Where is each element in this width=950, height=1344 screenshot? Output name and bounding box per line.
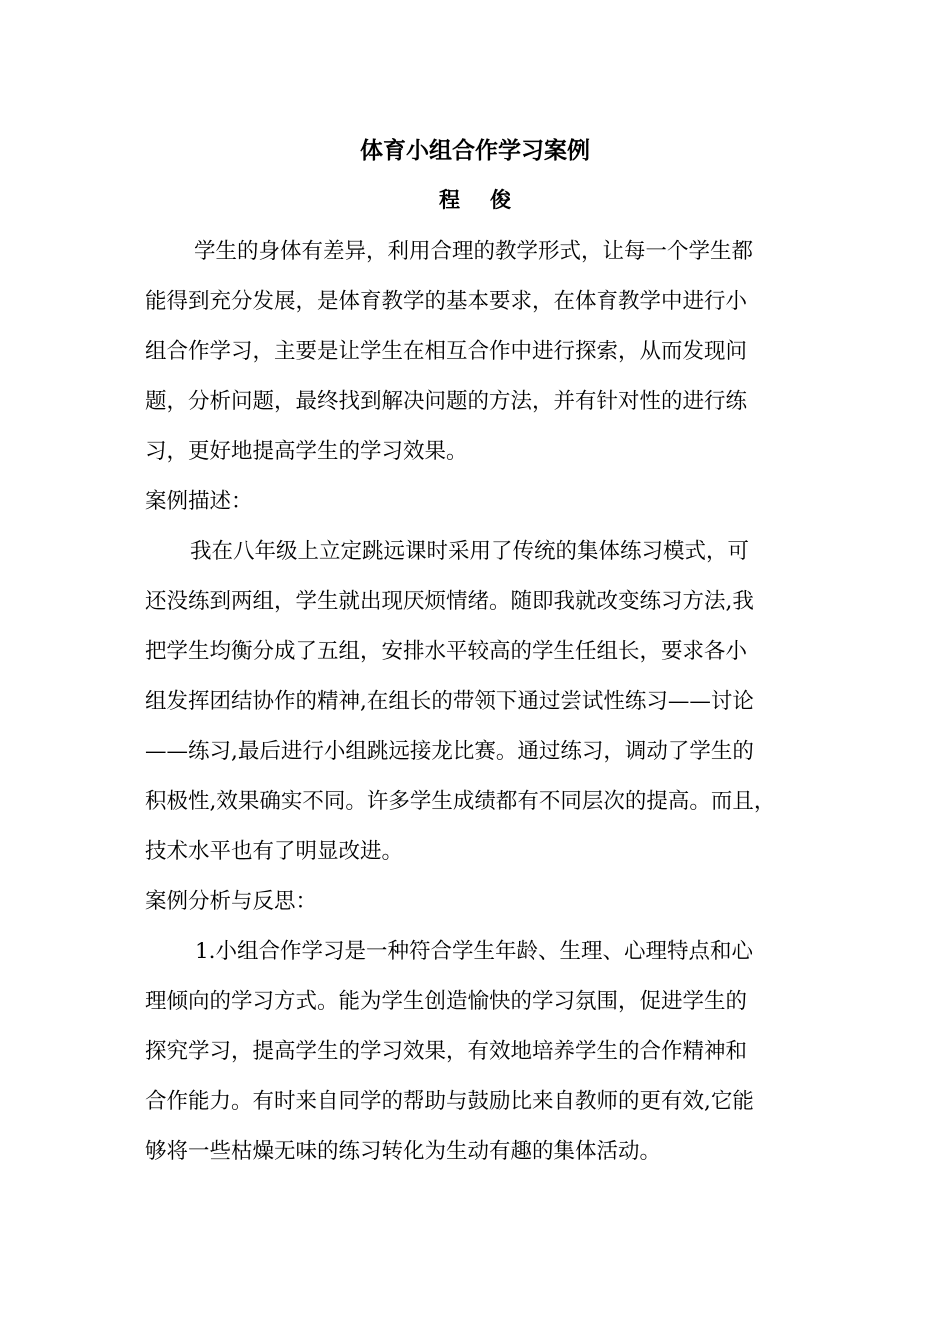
- section-heading-description: 案例描述：: [145, 489, 253, 514]
- document-author: 程俊: [439, 188, 541, 212]
- paragraph-line: 把学生均衡分成了五组，安排水平较高的学生任组长，要求各小: [145, 639, 748, 664]
- paragraph-line: 探究学习，提高学生的学习效果，有效地培养学生的合作精神和: [145, 1039, 748, 1064]
- paragraph-line: ——练习,最后进行小组跳远接龙比赛。通过练习，调动了学生的: [145, 739, 754, 764]
- paragraph-line: 题，分析问题，最终找到解决问题的方法，并有针对性的进行练: [145, 389, 748, 414]
- paragraph-line: 积极性,效果确实不同。许多学生成绩都有不同层次的提高。而且，: [145, 789, 776, 814]
- document-title: 体育小组合作学习案例: [360, 138, 590, 164]
- paragraph-line: 学生的身体有差异，利用合理的教学形式，让每一个学生都: [194, 239, 754, 264]
- paragraph-line: 够将一些枯燥无味的练习转化为生动有趣的集体活动。: [145, 1139, 662, 1164]
- paragraph-line: 我在八年级上立定跳远课时采用了传统的集体练习模式，可: [190, 539, 750, 564]
- paragraph-line: 理倾向的学习方式。能为学生创造愉快的学习氛围，促进学生的: [145, 989, 748, 1014]
- paragraph-line: 习，更好地提高学生的学习效果。: [145, 439, 468, 464]
- paragraph-line: 能得到充分发展，是体育教学的基本要求，在体育教学中进行小: [145, 289, 748, 314]
- paragraph-line: 还没练到两组，学生就出现厌烦情绪。随即我就改变练习方法,我: [145, 589, 754, 614]
- paragraph-line: 1.小组合作学习是一种符合学生年龄、生理、心理特点和心: [195, 939, 754, 964]
- paragraph-line: 组合作学习，主要是让学生在相互合作中进行探索，从而发现问: [145, 339, 748, 364]
- paragraph-line: 合作能力。有时来自同学的帮助与鼓励比来自教师的更有效,它能: [145, 1089, 754, 1114]
- paragraph-line: 技术水平也有了明显改进。: [145, 839, 404, 864]
- paragraph-line: 组发挥团结协作的精神,在组长的带领下通过尝试性练习——讨论: [145, 689, 754, 714]
- section-heading-analysis: 案例分析与反思：: [145, 889, 318, 914]
